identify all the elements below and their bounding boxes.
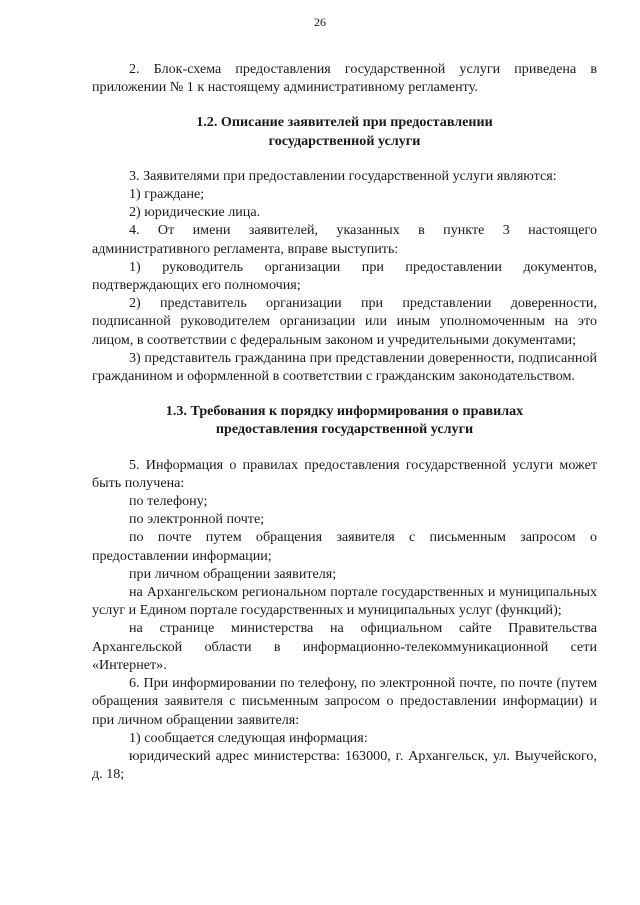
page-number: 26 [314,15,326,29]
paragraph-6: 6. При информировании по телефону, по электронной почте, по почте (путем обращения заявителя с письменным запросом о предоставлении информации) и при личном обращении заявителя: [92,675,597,728]
list-item: 2) представитель организации при представлении доверенности, подписанной руководителем организации или иным уполномоченным на это лицом, в соответствии с федеральным законом и учредительными документами; [92,295,597,348]
list-item: на Архангельском региональном портале государственных и муниципальных услуг и Едином портале государственных и муниципальных услуг (функций); [92,584,597,619]
list-item: на странице министерства на официальном сайте Правительства Архангельской области в информационно-телекоммуникационной сети «Интернет». [92,620,597,673]
list-item: по электронной почте; [129,511,265,528]
list-item: 1) граждане; [129,186,205,203]
paragraph-2: 2. Блок-схема предоставления государственной услуги приведена в приложении № 1 к настоящему административному регламенту. [92,61,597,96]
list-item: 3) представитель гражданина при представлении доверенности, подписанной гражданином и оформленной в соответствии с гражданским законодательством. [92,349,597,385]
list-item: 1) сообщается следующая информация: [129,729,368,746]
list-item: 1) руководитель организации при предоставлении документов, подтверждающих его полномочия; [92,258,597,294]
list-item: юридический адрес министерства: 163000, г. Архангельск, ул. Выучейского, д. 18; [92,747,597,783]
heading-line: предоставления государственной услуги [215,421,474,438]
document-body [92,60,597,783]
heading-line: 1.2. Описание заявителей при предоставлении [196,114,493,131]
list-item: 2) юридические лица. [129,204,261,221]
section-heading-1-3 [92,402,597,438]
paragraph-3: 3. Заявителями при предоставлении государственной услуги являются: [129,167,557,184]
list-item: по почте путем обращения заявителя с письменным запросом о предоставлении информации; [92,529,597,564]
heading-line: 1.3. Требования к порядку информирования о правилах [165,403,524,420]
list-item: по телефону; [129,493,208,510]
list-item: при личном обращении заявителя; [129,565,337,582]
section-heading-1-2 [92,113,597,149]
heading-line: государственной услуги [268,132,421,149]
paragraph-5: 5. Информация о правилах предоставления государственной услуги может быть получена: [92,456,597,491]
paragraph-4: 4. От имени заявителей, указанных в пункте 3 настоящего административного регламента, вправе выступить: [92,222,597,257]
